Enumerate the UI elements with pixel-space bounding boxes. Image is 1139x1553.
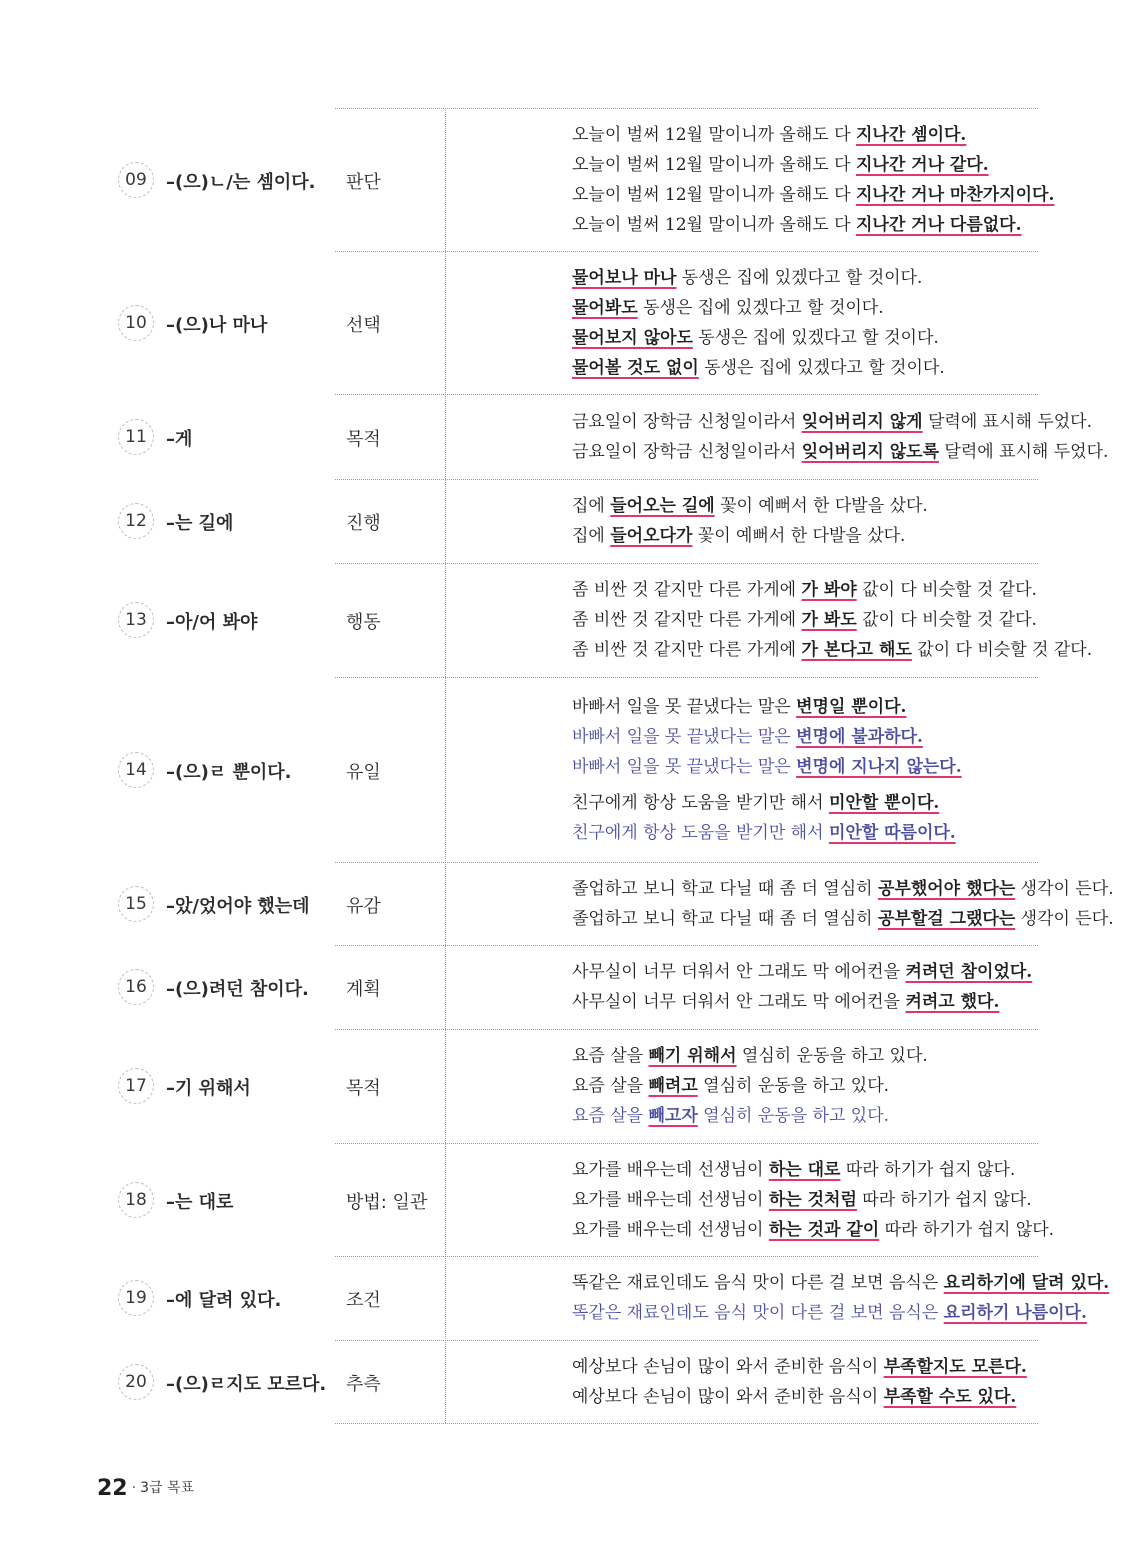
grammar-category: 계획 [346, 979, 381, 1000]
highlighted-expression: 물어보지 않아도 [572, 328, 693, 348]
grammar-pattern: –는 대로 [166, 1191, 234, 1213]
example-sentences [572, 120, 1139, 240]
entry-number: 12 [118, 503, 154, 539]
row-divider [335, 479, 1038, 480]
sentence-text: 열심히 운동을 하고 있다. [697, 1076, 890, 1096]
highlighted-expression: 물어보나 마나 [572, 268, 677, 288]
grammar-pattern: –(으)나 마나 [166, 314, 268, 336]
example-sentence [572, 437, 1139, 467]
table-row [114, 862, 1114, 945]
example-sentence [572, 635, 1139, 665]
row-divider [335, 563, 1038, 564]
row-divider [335, 394, 1038, 395]
sentence-text: 열심히 운동을 하고 있다. [697, 1106, 890, 1126]
row-divider [335, 1340, 1038, 1341]
example-sentences [572, 491, 1139, 551]
grammar-category: 추측 [346, 1373, 381, 1395]
example-sentence [572, 818, 1139, 848]
grammar-category: 판단 [346, 171, 381, 193]
highlighted-expression: 변명에 불과하다. [796, 727, 923, 747]
grammar-category: 진행 [346, 513, 381, 534]
highlighted-expression: 지나간 거나 다름없다. [855, 215, 1022, 235]
example-sentences [572, 575, 1139, 665]
highlighted-expression: 지나간 셈이다. [855, 125, 967, 145]
highlighted-expression: 켜려던 참이었다. [905, 962, 1033, 982]
entry-number: 09 [118, 162, 154, 198]
row-divider [335, 1143, 1038, 1144]
sentence-text: 졸업하고 보니 학교 다닐 때 좀 더 열심히 [572, 879, 878, 899]
sentence-text: 값이 다 비슷할 것 같다. [911, 640, 1093, 660]
highlighted-expression: 가 봐도 [801, 610, 857, 630]
sentence-text: 값이 다 비슷할 것 같다. [856, 580, 1037, 600]
highlighted-expression: 가 본다고 해도 [801, 640, 912, 660]
sentence-text: 바빠서 일을 못 끝냈다는 말은 [572, 697, 797, 717]
example-sentence [572, 788, 1139, 818]
table-row [114, 479, 1038, 563]
table-row [114, 394, 1109, 479]
highlighted-expression: 가 봐야 [801, 580, 857, 600]
sentence-text: 달력에 표시해 두었다. [922, 412, 1092, 432]
row-divider [335, 251, 1038, 252]
highlighted-expression: 변명일 뿐이다. [796, 697, 907, 717]
example-sentence [572, 180, 1139, 210]
example-sentence [572, 1382, 1139, 1412]
sentence-text: 오늘이 벌써 12월 말이니까 올해도 다 [572, 125, 856, 145]
sentence-text: 달력에 표시해 두었다. [939, 442, 1109, 462]
example-sentence [572, 575, 1139, 605]
row-divider [335, 1423, 1038, 1424]
table-row [114, 251, 1038, 394]
table-row [114, 1256, 1110, 1340]
highlighted-expression: 미안할 따름이다. [828, 823, 956, 843]
sentence-text: 금요일이 장학금 신청일이라서 [572, 412, 802, 432]
table-row [114, 563, 1093, 677]
sentence-text: 따라 하기가 쉽지 않다. [879, 1220, 1055, 1240]
sentence-text: 금요일이 장학금 신청일이라서 [572, 442, 802, 462]
sentence-text: 생각이 든다. [1015, 909, 1114, 929]
example-sentence [572, 987, 1139, 1017]
grammar-category: 행동 [346, 612, 381, 633]
highlighted-expression: 들어오다가 [610, 526, 693, 546]
highlighted-expression: 들어오는 길에 [610, 496, 715, 516]
row-divider [335, 108, 1038, 109]
example-sentence [572, 491, 1139, 521]
sentence-text: 친구에게 항상 도움을 받기만 해서 [572, 793, 829, 813]
sentence-text: 요즘 살을 [572, 1076, 649, 1096]
grammar-category: 목적 [346, 428, 381, 450]
sentence-text: 좀 비싼 것 같지만 다른 가게에 [572, 580, 802, 600]
grammar-category: 목적 [346, 1078, 381, 1099]
entry-number: 18 [118, 1182, 154, 1218]
example-sentence [572, 1155, 1139, 1185]
sentence-text: 좀 비싼 것 같지만 다른 가게에 [572, 610, 802, 630]
example-sentence [572, 874, 1139, 904]
page-number: 22 [97, 1476, 128, 1501]
highlighted-expression: 잊어버리지 않게 [801, 412, 923, 432]
grammar-category: 유감 [346, 895, 381, 917]
row-divider [335, 1029, 1038, 1030]
grammar-pattern: –(으)려던 참이다. [166, 979, 309, 1000]
example-sentence [572, 1101, 1139, 1131]
sentence-text: 똑같은 재료인데도 음식 맛이 다른 걸 보면 음식은 [572, 1303, 944, 1323]
table-row [114, 677, 1038, 862]
sentence-text: 오늘이 벌써 12월 말이니까 올해도 다 [572, 215, 856, 235]
highlighted-expression: 지나간 거나 마찬가지이다. [855, 185, 1055, 205]
sentence-text: 꽃이 예뻐서 한 다발을 샀다. [692, 526, 906, 546]
example-sentences [572, 874, 1139, 934]
sentence-text: 요즘 살을 [572, 1046, 649, 1066]
example-sentences [572, 263, 1139, 383]
highlighted-expression: 변명에 지나지 않는다. [796, 757, 962, 777]
sentence-text: 따라 하기가 쉽지 않다. [840, 1160, 1016, 1180]
sentence-text: 요즘 살을 [572, 1106, 649, 1126]
footer-label: 3급 목표 [140, 1480, 195, 1496]
example-sentences [572, 1268, 1139, 1328]
sentence-text: 동생은 집에 있겠다고 할 것이다. [692, 328, 939, 348]
example-sentence [572, 957, 1139, 987]
entry-number: 19 [118, 1280, 154, 1316]
entry-number: 20 [118, 1364, 154, 1400]
highlighted-expression: 하는 대로 [768, 1160, 841, 1180]
sentence-text: 열심히 운동을 하고 있다. [736, 1046, 928, 1066]
example-sentence [572, 605, 1139, 635]
highlighted-expression: 잊어버리지 않도록 [801, 442, 939, 462]
example-sentences [572, 1155, 1139, 1245]
entry-number: 13 [118, 602, 154, 638]
grammar-pattern: –(으)ㄴ/는 셈이다. [166, 171, 316, 193]
sentence-text: 똑같은 재료인데도 음식 맛이 다른 걸 보면 음식은 [572, 1273, 944, 1293]
sentence-text: 좀 비싼 것 같지만 다른 가게에 [572, 640, 802, 660]
grammar-pattern: –아/어 봐야 [166, 612, 258, 633]
sentence-text: 바빠서 일을 못 끝냈다는 말은 [572, 757, 797, 777]
sentence-text: 친구에게 항상 도움을 받기만 해서 [572, 823, 829, 843]
sentence-text: 따라 하기가 쉽지 않다. [856, 1190, 1032, 1210]
entry-number: 11 [118, 419, 154, 455]
highlighted-expression: 미안할 뿐이다. [828, 793, 940, 813]
example-sentences [572, 1352, 1139, 1412]
example-sentence [572, 752, 1139, 782]
sentence-text: 요가를 배우는데 선생님이 [572, 1220, 769, 1240]
sentence-text: 오늘이 벌써 12월 말이니까 올해도 다 [572, 155, 856, 175]
example-sentence [572, 1298, 1139, 1328]
example-sentence [572, 1215, 1139, 1245]
highlighted-expression: 빼고자 [648, 1106, 698, 1126]
sentence-text: 집에 [572, 496, 611, 516]
highlighted-expression: 요리하기에 달려 있다. [943, 1273, 1110, 1293]
sentence-text: 요가를 배우는데 선생님이 [572, 1190, 769, 1210]
sentence-text: 바빠서 일을 못 끝냈다는 말은 [572, 727, 797, 747]
example-sentence [572, 904, 1139, 934]
example-sentence [572, 120, 1139, 150]
example-sentence [572, 210, 1139, 240]
row-divider [335, 1256, 1038, 1257]
highlighted-expression: 공부할걸 그랬다는 [877, 909, 1016, 929]
sentence-text: 오늘이 벌써 12월 말이니까 올해도 다 [572, 185, 856, 205]
example-sentence [572, 1071, 1139, 1101]
sentence-text: 집에 [572, 526, 611, 546]
example-sentences [572, 957, 1139, 1017]
example-sentence [572, 323, 1139, 353]
example-sentences [572, 407, 1139, 467]
sentence-text: 예상보다 손님이 많이 와서 준비한 음식이 [572, 1387, 884, 1407]
highlighted-expression: 공부했어야 했다는 [877, 879, 1016, 899]
example-sentence [572, 263, 1139, 293]
highlighted-expression: 요리하기 나름이다. [943, 1303, 1087, 1323]
example-sentence [572, 1352, 1139, 1382]
highlighted-expression: 빼려고 [648, 1076, 698, 1096]
footer-separator: · [131, 1480, 137, 1496]
row-divider [335, 677, 1038, 678]
highlighted-expression: 부족할지도 모른다. [883, 1357, 1027, 1377]
footer [97, 1476, 194, 1501]
grammar-category: 방법: 일관 [346, 1191, 428, 1213]
highlighted-expression: 켜려고 했다. [905, 992, 1000, 1012]
sentence-text: 생각이 든다. [1015, 879, 1114, 899]
highlighted-expression: 부족할 수도 있다. [883, 1387, 1017, 1407]
row-divider [335, 862, 1038, 863]
example-sentence [572, 353, 1139, 383]
example-sentence [572, 521, 1139, 551]
grammar-pattern: –에 달려 있다. [166, 1290, 282, 1311]
grammar-pattern: –기 위해서 [166, 1078, 251, 1099]
highlighted-expression: 하는 것처럼 [768, 1190, 857, 1210]
sentence-text: 꽃이 예뻐서 한 다발을 샀다. [714, 496, 928, 516]
sentence-text: 사무실이 너무 더워서 안 그래도 막 에어컨을 [572, 992, 906, 1012]
sentence-text: 요가를 배우는데 선생님이 [572, 1160, 769, 1180]
sentence-text: 동생은 집에 있겠다고 할 것이다. [676, 268, 923, 288]
sentence-text: 값이 다 비슷할 것 같다. [856, 610, 1037, 630]
example-sentences [572, 692, 1139, 848]
sentence-text: 사무실이 너무 더워서 안 그래도 막 에어컨을 [572, 962, 906, 982]
grammar-pattern: –았/었어야 했는데 [166, 895, 310, 917]
example-sentence [572, 1268, 1139, 1298]
example-sentence [572, 293, 1139, 323]
sentence-text: 예상보다 손님이 많이 와서 준비한 음식이 [572, 1357, 884, 1377]
highlighted-expression: 하는 것과 같이 [768, 1220, 880, 1240]
table-row [114, 1340, 1038, 1423]
example-sentence [572, 407, 1139, 437]
entry-number: 17 [118, 1068, 154, 1104]
grammar-category: 선택 [346, 314, 381, 336]
grammar-pattern: –(으)ㄹ 뿐이다. [166, 761, 292, 783]
example-sentence [572, 150, 1139, 180]
highlighted-expression: 물어봐도 [572, 298, 638, 318]
table-row [114, 1143, 1055, 1256]
entry-number: 15 [118, 886, 154, 922]
table-row [114, 108, 1055, 251]
table-row [114, 1029, 1038, 1143]
highlighted-expression: 빼기 위해서 [648, 1046, 737, 1066]
example-sentence [572, 1185, 1139, 1215]
row-divider [335, 945, 1038, 946]
entry-number: 14 [118, 752, 154, 788]
highlighted-expression: 지나간 거나 같다. [855, 155, 989, 175]
entry-number: 10 [118, 305, 154, 341]
grammar-category: 조건 [346, 1290, 381, 1311]
sentence-text: 동생은 집에 있겠다고 할 것이다. [698, 358, 945, 378]
grammar-category: 유일 [346, 761, 381, 783]
sentence-text: 동생은 집에 있겠다고 할 것이다. [637, 298, 884, 318]
example-sentences [572, 1041, 1139, 1131]
highlighted-expression: 물어볼 것도 없이 [572, 358, 699, 378]
example-sentence [572, 1041, 1139, 1071]
grammar-pattern: –게 [166, 428, 193, 450]
grammar-pattern: –는 길에 [166, 513, 234, 534]
table-row [114, 945, 1038, 1029]
example-sentence [572, 692, 1139, 722]
grammar-pattern: –(으)ㄹ지도 모르다. [166, 1373, 327, 1395]
entry-number: 16 [118, 969, 154, 1005]
example-sentence [572, 722, 1139, 752]
sentence-text: 졸업하고 보니 학교 다닐 때 좀 더 열심히 [572, 909, 878, 929]
